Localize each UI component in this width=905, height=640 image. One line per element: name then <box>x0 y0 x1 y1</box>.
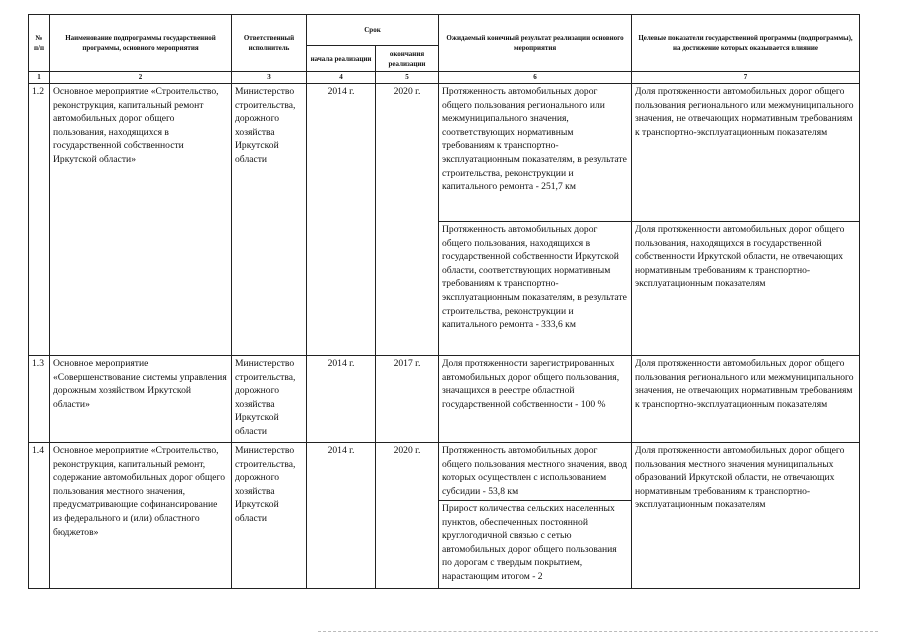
row-end: 2017 г. <box>376 356 439 443</box>
row-responsible: Министерство строительства, дорожного хозяйства Иркутской области <box>232 356 307 443</box>
row-responsible: Министерство строительства, дорожного хозяйства Иркутской области <box>232 443 307 589</box>
header-name: Наименование подпрограммы государственной программы, основного мероприятия <box>50 15 232 72</box>
header-start: начала реализации <box>307 46 376 72</box>
col-number: 3 <box>232 72 307 84</box>
header-indicators: Целевые показатели государственной программы (подпрограммы), на достижение которых оказывается влияние <box>632 15 860 72</box>
row-name: Основное мероприятие «Строительство, реконструкция, капитальный ремонт автомобильных дорог общего пользования, находящихся в государственной собственности Иркутской области» <box>50 84 232 356</box>
row-indicator: Доля протяженности автомобильных дорог общего пользования, находящихся в государственной собственности Иркутской области, не отвечающих нормативным требованиям к транспортно-эксплуатационным показателям <box>632 222 860 356</box>
col-number: 2 <box>50 72 232 84</box>
header-term: Срок <box>307 15 439 46</box>
table-row <box>29 356 860 443</box>
row-result: Протяженность автомобильных дорог общего пользования, находящихся в государственной собственности Иркутской области, соответствующих нормативным требованиям к транспортно-эксплуатационным показателям, в результате строительства, реконструкции и капитального ремонта - 333,6 км <box>439 222 632 356</box>
scan-artifact-line <box>318 631 878 632</box>
row-name: Основное мероприятие «Строительство, реконструкция, капитальный ремонт, содержание автомобильных дорог общего пользования местного значения, предусматривающие софинансирование из федерального и (или) областного бюджетов» <box>50 443 232 589</box>
col-number: 6 <box>439 72 632 84</box>
row-start: 2014 г. <box>307 443 376 589</box>
row-num: 1.3 <box>29 356 50 443</box>
row-responsible: Министерство строительства, дорожного хозяйства Иркутской области <box>232 84 307 356</box>
row-start: 2014 г. <box>307 84 376 356</box>
row-start: 2014 г. <box>307 356 376 443</box>
header-responsible: Ответственный исполнитель <box>232 15 307 72</box>
header-num: № п/п <box>29 15 50 72</box>
table-row <box>29 443 860 501</box>
program-table <box>28 14 860 589</box>
row-end: 2020 г. <box>376 84 439 356</box>
col-number: 1 <box>29 72 50 84</box>
row-end: 2020 г. <box>376 443 439 589</box>
col-number: 7 <box>632 72 860 84</box>
row-result: Протяженность автомобильных дорог общего пользования регионального или межмуниципального значения, соответствующих нормативным требованиям к транспортно-эксплуатационным показателям, в результате строительства, реконструкции и капитального ремонта - 251,7 км <box>439 84 632 222</box>
header-row <box>29 15 860 46</box>
header-end: окончания реализации <box>376 46 439 72</box>
row-result: Доля протяженности зарегистрированных автомобильных дорог общего пользования, значащихся в реестре областной государственной собственности - 100 % <box>439 356 632 443</box>
row-result: Протяженность автомобильных дорог общего пользования местного значения, ввод которых осуществлен с использованием субсидии - 53,8 км <box>439 443 632 501</box>
header-result: Ожидаемый конечный результат реализации основного мероприятия <box>439 15 632 72</box>
row-indicator: Доля протяженности автомобильных дорог общего пользования регионального или межмуниципального значения, не отвечающих нормативным требованиям к транспортно-эксплуатационным показателям <box>632 356 860 443</box>
col-number: 5 <box>376 72 439 84</box>
column-number-row <box>29 72 860 84</box>
row-indicator: Доля протяженности автомобильных дорог общего пользования регионального или межмуниципального значения, не отвечающих нормативным требованиям к транспортно-эксплуатационным показателям <box>632 84 860 222</box>
row-indicator: Доля протяженности автомобильных дорог общего пользования местного значения муниципальных образований Иркутской области, не отвечающих нормативным требованиям к транспортно-эксплуатационным показателям <box>632 443 860 589</box>
row-num: 1.4 <box>29 443 50 589</box>
row-result: Прирост количества сельских населенных пунктов, обеспеченных постоянной круглогодичной связью с сетью автомобильных дорог общего пользования по дорогам с твердым покрытием, нарастающим итогом - 2 <box>439 501 632 589</box>
table-row <box>29 84 860 222</box>
col-number: 4 <box>307 72 376 84</box>
row-name: Основное мероприятие «Совершенствование системы управления дорожным хозяйством Иркутской области» <box>50 356 232 443</box>
row-num: 1.2 <box>29 84 50 356</box>
